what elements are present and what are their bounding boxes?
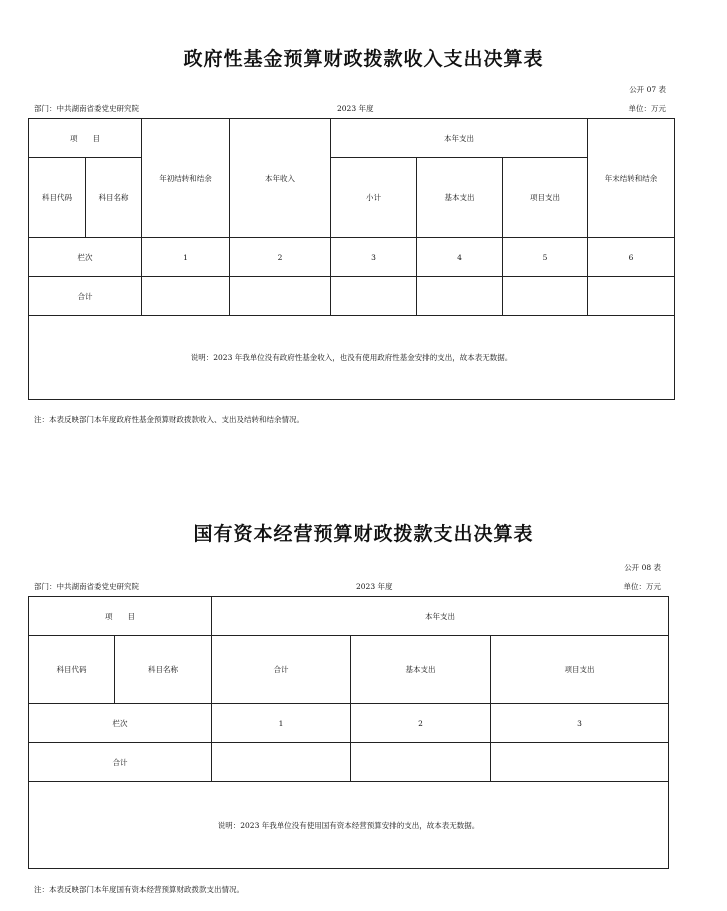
table2-note: 说明：2023 年我单位没有使用国有资本经营预算安排的支出，故本表无数据。 — [29, 782, 669, 869]
column-number: 4 — [417, 238, 503, 277]
table2-grid — [28, 596, 669, 869]
table1-grid — [28, 118, 675, 400]
table1-year: 2023 年度 — [337, 104, 374, 113]
empty-cell — [491, 743, 669, 782]
table-row — [29, 743, 669, 782]
column-number: 3 — [491, 704, 669, 743]
table1-dept: 部门：中共湖南省委党史研究院 — [34, 104, 139, 113]
empty-cell — [212, 743, 351, 782]
total-label: 合计 — [29, 743, 212, 782]
empty-cell — [230, 277, 331, 316]
header-subject-code: 科目代码 — [29, 636, 115, 704]
header-project: 项目支出 — [503, 158, 588, 238]
empty-cell — [331, 277, 417, 316]
header-project: 项目支出 — [491, 636, 669, 704]
table2-footnote: 注：本表反映部门本年度国有资本经营预算财政拨款支出情况。 — [34, 885, 244, 894]
header-item: 项 目 — [29, 119, 142, 158]
header-income: 本年收入 — [230, 119, 331, 238]
header-subtotal: 小计 — [331, 158, 417, 238]
column-number: 1 — [212, 704, 351, 743]
empty-cell — [351, 743, 491, 782]
table2-title: 国有资本经营预算财政拨款支出决算表 — [193, 523, 534, 545]
column-number: 6 — [588, 238, 675, 277]
column-number: 1 — [142, 238, 230, 277]
table1-title: 政府性基金预算财政拨款收入支出决算表 — [183, 48, 544, 70]
column-number: 2 — [351, 704, 491, 743]
table2-dept: 部门：中共湖南省委党史研究院 — [34, 582, 139, 591]
table1-footnote: 注：本表反映部门本年度政府性基金预算财政拨款收入、支出及结转和结余情况。 — [34, 415, 304, 424]
column-number: 3 — [331, 238, 417, 277]
header-basic: 基本支出 — [351, 636, 491, 704]
column-number: 2 — [230, 238, 331, 277]
header-item: 项 目 — [29, 597, 212, 636]
row-index-label: 栏次 — [29, 704, 212, 743]
table-row — [29, 277, 675, 316]
header-subject-code: 科目代码 — [29, 158, 86, 238]
table2-code: 公开 08 表 — [624, 563, 661, 572]
table1-unit: 单位：万元 — [628, 104, 666, 113]
header-subject-name: 科目名称 — [86, 158, 142, 238]
header-begin-balance: 年初结转和结余 — [142, 119, 230, 238]
table1-code: 公开 07 表 — [629, 85, 666, 94]
header-end-balance: 年末结转和结余 — [588, 119, 675, 238]
empty-cell — [503, 277, 588, 316]
table2-unit: 单位：万元 — [623, 582, 661, 591]
header-expense: 本年支出 — [331, 119, 588, 158]
header-basic: 基本支出 — [417, 158, 503, 238]
header-subject-name: 科目名称 — [115, 636, 212, 704]
table-row — [29, 238, 675, 277]
row-index-label: 栏次 — [29, 238, 142, 277]
table1-note: 说明：2023 年我单位没有政府性基金收入，也没有使用政府性基金安排的支出，故本表无数据。 — [29, 316, 675, 400]
column-number: 5 — [503, 238, 588, 277]
empty-cell — [142, 277, 230, 316]
header-expense: 本年支出 — [212, 597, 669, 636]
table-row — [29, 704, 669, 743]
table2-year: 2023 年度 — [356, 582, 393, 591]
total-label: 合计 — [29, 277, 142, 316]
empty-cell — [417, 277, 503, 316]
empty-cell — [588, 277, 675, 316]
header-total: 合计 — [212, 636, 351, 704]
